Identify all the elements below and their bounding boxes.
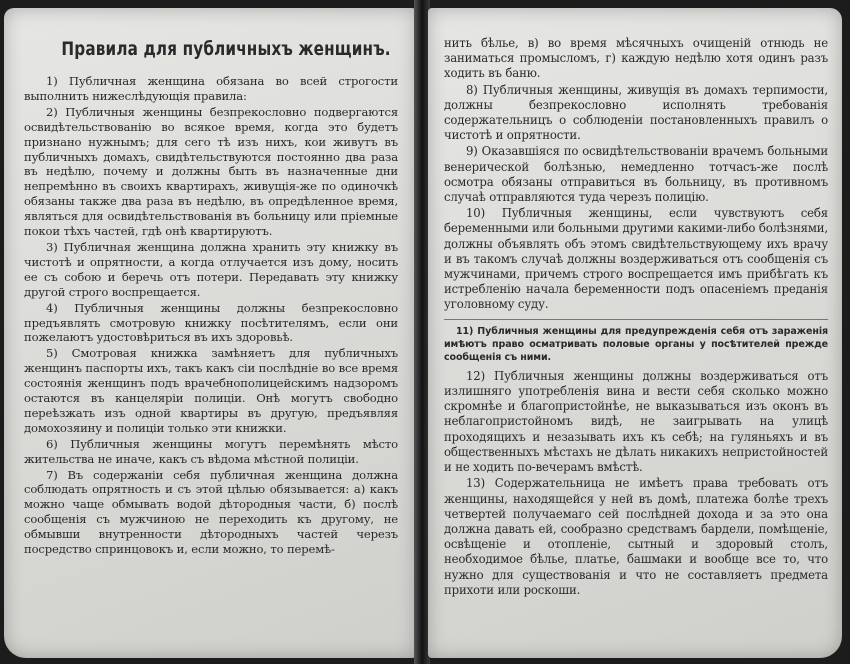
rule-4: 4) Публичныя женщины должны безпрекословно предъявлять смотровую книжку посѣтителямъ, если они пожелаютъ удостовѣриться въ ихъ здоровьѣ. xyxy=(24,300,398,345)
page-title: Правила для публичныхъ женщинъ. xyxy=(61,38,391,60)
rule-7: 7) Въ содержаніи себя публичная женщина должна соблюдать опрятность и съ этой цѣлью обязывается: а) какъ можно чаще обмывать водой дѣтородныя части, б) послѣ сообщенія съ мужчиною не переходить къ другому, не обмывши внутренности дѣтородныхъ частей черезъ посредство спринцовокъ и, если можно, то перемѣ- xyxy=(24,467,398,557)
right-page xyxy=(428,8,842,658)
rule-7-continuation: нить бѣлье, в) во время мѣсячныхъ очищеній отнюдь не заниматься промысломъ, г) каждую недѣлю хотя одинъ разъ ходить въ баню. xyxy=(444,36,828,81)
rule-11-notice: 11) Публичныя женщины для предупрежденія себя отъ зараженія имѣютъ право осматривать половые органы у посѣтителей прежде сообщенія съ ними. xyxy=(444,319,828,365)
rule-12: 12) Публичныя женщины должны воздерживаться отъ излишняго употребленія вина и вести себя сколько можно скромнѣе и благопристойнѣе, не выказываться изъ оконъ въ неблагопристойномъ видѣ, не заигрывать на улицѣ проходящихъ и незазывать ихъ къ себѣ; на гуляньяхъ и въ общественныхъ мѣстахъ не дѣлать никакихъ непристойностей и не ходить по-вечерамъ вмѣстѣ. xyxy=(444,368,828,475)
rule-6: 6) Публичныя женщины могутъ перемѣнять мѣсто жительства не иначе, какъ съ вѣдома мѣстной полиціи. xyxy=(24,436,398,466)
rule-9: 9) Оказавшіяся по освидѣтельствованіи врачемъ больными венерической болѣзнью, немедленно тотчасъ-же послѣ осмотра обязаны отправиться въ больницу, въ противномъ случаѣ отправляются туда черезъ полицію. xyxy=(444,144,828,205)
rule-13: 13) Содержательница не имѣетъ права требовать отъ женщины, находящейся у ней въ домѣ, платежа болѣе трехъ четвертей получаемаго сей послѣдней дохода и за это она должна давать ей, сообразно средствамъ бардели, помѣщеніе, освѣщеніе и отопленіе, сытный и здоровый столъ, необходимое бѣлье, платье, башмаки и вообще все то, что нужно для существованія и что не составляетъ предмета прихоти или роскоши. xyxy=(444,476,828,597)
rule-3: 3) Публичная женщина должна хранить эту книжку въ чистотѣ и опрятности, а когда отлучается изъ дому, носить ее съ собою и беречь отъ потери. Передавать эту книжку другой строго воспрещается. xyxy=(24,239,398,299)
rule-2: 2) Публичныя женщины безпрекословно подвергаются освидѣтельствованію во всякое время, когда это будетъ признано нужнымъ; для сего тѣ изъ нихъ, кои живутъ въ публичныхъ домахъ, свидѣтельствуются постоянно два раза въ недѣлю, почему и должны быть въ назначенные дни непремѣнно въ своихъ квартирахъ, живущія-же по одиночкѣ обязаны также два раза въ недѣлю, въ опредѣленное время, являться для освидѣтельствованія въ больницу или пріемные покои тѣхъ частей, гдѣ онѣ квартируютъ. xyxy=(24,104,398,239)
rule-5: 5) Смотровая книжка замѣняетъ для публичныхъ женщинъ паспорты ихъ, такъ какъ сіи послѣдніе во все время состоянія женщинъ подъ врачебнополицейскимъ надзоромъ остаются въ канцеляріи полиціи. Онѣ могутъ свободно переѣзжать изъ одной квартиры въ другую, предъявляя домохозяину и полиціи только эти книжки. xyxy=(24,346,398,435)
left-page xyxy=(4,8,416,658)
rule-8: 8) Публичныя женщины, живущія въ домахъ терпимости, должны безпрекословно исполнять требованія содержательницъ о соблюденіи постановленныхъ правилъ о чистотѣ и опрятности. xyxy=(444,82,828,143)
rule-1: 1) Публичная женщина обязана во всей строгости выполнить нижеслѣдующія правила: xyxy=(24,74,398,103)
rule-10: 10) Публичныя женщины, если чувствуютъ себя беременными или больными другими какими-либо болѣзнями, должны объявлять объ этомъ свидѣтельствующему ихъ врачу и въ такомъ случаѣ должны воздерживаться отъ сообщенія съ мужчинами, причемъ строго воспрещается имъ прибѣгать къ истребленію начала беременности подъ опасеніемъ преданія уголовному суду. xyxy=(444,206,828,312)
